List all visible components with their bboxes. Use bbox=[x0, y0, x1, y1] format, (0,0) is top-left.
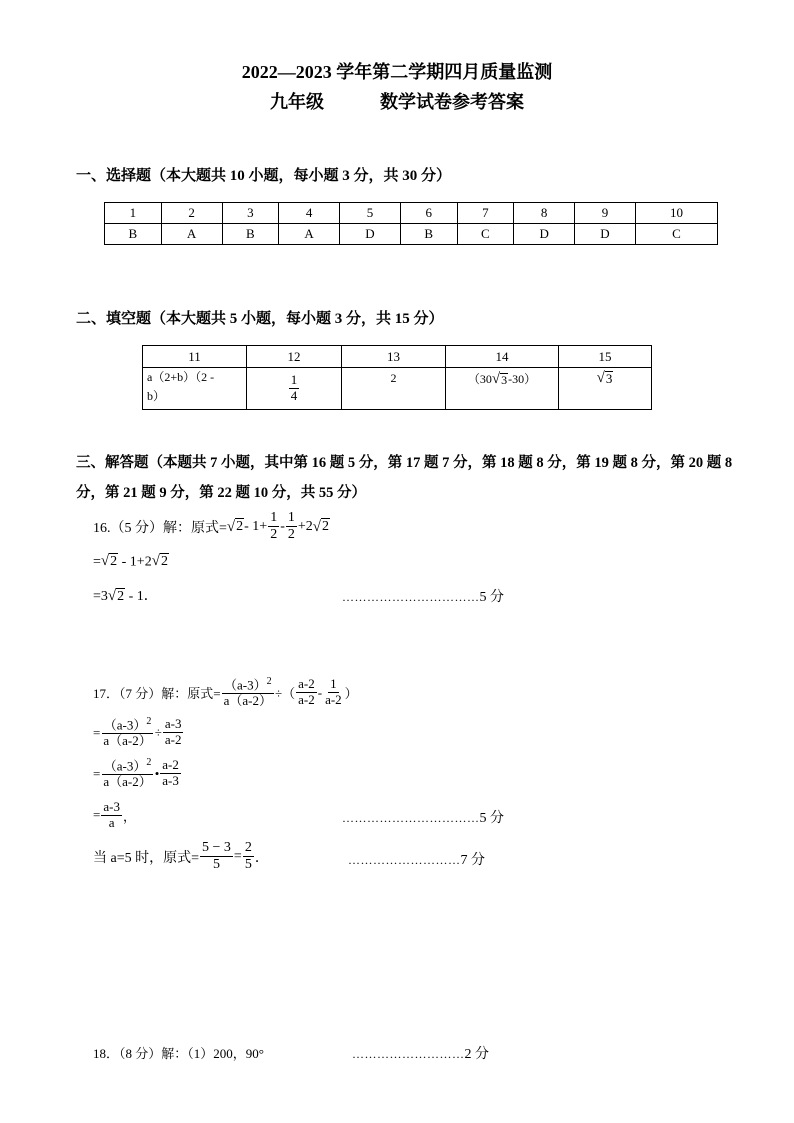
q17-num: 5 − 3 bbox=[200, 840, 233, 857]
q17-div2: ÷ bbox=[154, 724, 162, 740]
mc-answer-cell: B bbox=[105, 224, 162, 245]
q16-radicand: 2 bbox=[110, 554, 118, 569]
q17-num: （a-3） bbox=[103, 717, 147, 733]
q17-fraction bbox=[243, 840, 254, 873]
q17-num: （a-3） bbox=[223, 677, 267, 693]
grade-label: 九年级 bbox=[270, 92, 324, 112]
q17-den: a-2 bbox=[325, 692, 342, 708]
q16-dots: …………………………… bbox=[342, 590, 480, 604]
q16-radicand: 2 bbox=[236, 519, 244, 535]
q17-fraction bbox=[101, 757, 153, 790]
q16-line2 bbox=[93, 553, 169, 570]
q16-frac-num: 1 bbox=[286, 510, 297, 527]
subject-label: 数学试卷参考答案 bbox=[380, 92, 524, 112]
q17-comma: ， bbox=[122, 808, 136, 824]
q16-frac-den: 2 bbox=[270, 527, 278, 543]
fill-number-cell: 11 bbox=[143, 346, 247, 368]
mc-answer-cell: A bbox=[161, 224, 222, 245]
mc-number-cell: 2 bbox=[161, 203, 222, 224]
q16-fraction bbox=[286, 510, 297, 543]
section3-heading-line2: 分，第 21 题 9 分，第 22 题 10 分，共 55 分） bbox=[76, 485, 366, 501]
mc-answer-row bbox=[105, 224, 718, 245]
q17-den: a bbox=[108, 814, 115, 830]
q16-term3: +2 bbox=[297, 518, 313, 534]
q17-div: ÷（ bbox=[274, 686, 296, 702]
q16-radicand: 2 bbox=[322, 519, 330, 535]
fill-answer-cell-13: 2 bbox=[342, 368, 446, 410]
q17-score1: 5 分 bbox=[479, 811, 504, 826]
q18-score: 2 分 bbox=[464, 1047, 489, 1062]
q17-num: 2 bbox=[243, 840, 254, 857]
answer-15-radicand: 3 bbox=[605, 370, 613, 386]
q17-sup: 2 bbox=[146, 757, 152, 768]
q16-term1: - 1+ bbox=[244, 518, 268, 534]
mc-number-cell: 1 bbox=[105, 203, 162, 224]
q17-fraction bbox=[200, 840, 233, 873]
fill-answer-cell-11 bbox=[143, 368, 247, 410]
answer-11-line2: b） bbox=[147, 389, 166, 403]
q17-num: a-2 bbox=[162, 757, 179, 773]
mc-answer-cell: C bbox=[635, 224, 717, 245]
sqrt-icon: √ 2 bbox=[226, 518, 244, 535]
q16-line3-eq: =3 bbox=[93, 589, 108, 604]
fill-number-cell: 14 bbox=[446, 346, 559, 368]
q17-eq: = bbox=[93, 765, 101, 781]
q17-num: （a-3） bbox=[103, 758, 147, 774]
q16-score-line bbox=[342, 586, 504, 606]
mc-answer-cell: C bbox=[457, 224, 514, 245]
q16-frac-den: 2 bbox=[287, 527, 295, 543]
fill-number-cell: 13 bbox=[342, 346, 446, 368]
q16-term2: - bbox=[280, 518, 285, 534]
mc-answer-table bbox=[104, 202, 718, 245]
q17-line3 bbox=[93, 757, 182, 790]
q17-num: a-2 bbox=[298, 676, 315, 692]
mc-number-cell: 4 bbox=[279, 203, 340, 224]
fill-answer-cell-15 bbox=[559, 368, 652, 410]
mc-answer-cell: B bbox=[222, 224, 279, 245]
q17-period: ． bbox=[254, 850, 269, 866]
q17-fraction bbox=[160, 758, 181, 789]
sqrt-icon: √ 2 bbox=[312, 518, 330, 535]
q17-minus: - bbox=[317, 684, 323, 700]
q17-num: a-3 bbox=[164, 716, 182, 732]
q17-den: a-3 bbox=[162, 773, 179, 789]
mc-number-row bbox=[105, 203, 718, 224]
q17-den: a-2 bbox=[164, 732, 182, 748]
q17-when: 当 a=5 时，原式= bbox=[93, 850, 200, 866]
q17-score2: 7 分 bbox=[460, 853, 485, 868]
q17-eq: = bbox=[93, 724, 101, 740]
answer-12-denominator: 4 bbox=[290, 388, 298, 403]
mc-number-cell: 5 bbox=[340, 203, 401, 224]
q17-fraction bbox=[296, 677, 317, 708]
answer-14-suffix: -30） bbox=[508, 372, 537, 386]
q17-label: 17．（7 分）解：原式= bbox=[93, 686, 221, 702]
q17-score2-line bbox=[348, 849, 485, 869]
q17-line1 bbox=[93, 676, 358, 709]
q16-frac-num: 1 bbox=[268, 510, 279, 527]
q16-eq: = bbox=[93, 554, 101, 570]
answer-14-prefix: （30 bbox=[467, 372, 492, 386]
q18-dots: ……………………… bbox=[352, 1047, 465, 1061]
q17-den: a-2 bbox=[298, 692, 315, 708]
q17-num: a-3 bbox=[103, 799, 120, 814]
mc-number-cell: 6 bbox=[400, 203, 457, 224]
sqrt-icon: √ 3 bbox=[491, 371, 508, 387]
answer-14-radicand: 3 bbox=[501, 372, 508, 387]
section1-heading: 一、选择题（本大题共 10 小题，每小题 3 分，共 30 分） bbox=[76, 168, 452, 184]
q16-label: 16.（5 分）解：原式= bbox=[93, 520, 227, 536]
sqrt-icon: √ 2 bbox=[151, 553, 168, 570]
q16-line2-mid: - 1+2 bbox=[118, 554, 152, 570]
q17-line5 bbox=[93, 840, 269, 873]
q17-dots1: …………………………… bbox=[342, 811, 480, 825]
mc-number-cell: 7 bbox=[457, 203, 514, 224]
q18-score-line bbox=[352, 1043, 489, 1063]
q17-eq2: = bbox=[233, 848, 242, 864]
q17-fraction bbox=[222, 676, 274, 709]
q17-dot: • bbox=[154, 765, 160, 781]
mc-number-cell: 8 bbox=[514, 203, 575, 224]
q17-den: 5 bbox=[212, 857, 220, 873]
page-title: 2022—2023 学年第二学期四月质量监测 bbox=[241, 62, 553, 82]
mc-answer-cell: D bbox=[514, 224, 575, 245]
q16-radicand: 2 bbox=[117, 588, 125, 604]
q17-line4 bbox=[93, 800, 136, 831]
mc-answer-cell: D bbox=[340, 224, 401, 245]
q17-fraction bbox=[323, 677, 344, 708]
fill-number-row bbox=[143, 346, 652, 368]
q17-close: ） bbox=[344, 686, 358, 702]
q17-line2 bbox=[93, 716, 184, 749]
mc-answer-cell: B bbox=[400, 224, 457, 245]
q17-fraction bbox=[101, 800, 122, 831]
section2-heading: 二、填空题（本大题共 5 小题，每小题 3 分，共 15 分） bbox=[76, 311, 444, 327]
section3-heading-line1: 三、解答题（本题共 7 小题，其中第 16 题 5 分，第 17 题 7 分，第 18 题 8 分，第 19 题 8 分，第 20 题 8 bbox=[76, 455, 733, 471]
fill-number-cell: 12 bbox=[247, 346, 342, 368]
fill-answer-cell-14 bbox=[446, 368, 559, 410]
q16-line3-end: - 1． bbox=[125, 589, 158, 604]
q17-score1-line bbox=[342, 807, 504, 827]
q17-fraction bbox=[101, 716, 153, 749]
sqrt-icon: √ 3 bbox=[596, 370, 613, 386]
mc-number-cell: 3 bbox=[222, 203, 279, 224]
mc-number-cell: 9 bbox=[575, 203, 636, 224]
fill-answer-table bbox=[142, 345, 652, 410]
q18-line1: 18．（8 分）解：（1）200，90° bbox=[93, 1046, 264, 1061]
mc-number-cell: 10 bbox=[635, 203, 717, 224]
fill-number-cell: 15 bbox=[559, 346, 652, 368]
q16-fraction bbox=[268, 510, 279, 543]
q17-dots2: ……………………… bbox=[348, 853, 461, 867]
q17-sup: 2 bbox=[146, 716, 152, 727]
fill-answer-row bbox=[143, 368, 652, 410]
page-subtitle bbox=[0, 88, 794, 114]
sqrt-icon: √ 2 bbox=[107, 588, 125, 604]
q17-eq: = bbox=[93, 807, 101, 823]
mc-answer-cell: D bbox=[575, 224, 636, 245]
q16-radicand: 2 bbox=[160, 554, 168, 569]
sqrt-icon: √ 2 bbox=[100, 553, 118, 570]
q16-line1 bbox=[93, 510, 330, 543]
mc-answer-cell: A bbox=[279, 224, 340, 245]
q17-fraction bbox=[163, 717, 184, 748]
q17-den: a（a-2） bbox=[223, 693, 272, 709]
q17-den: a（a-2） bbox=[103, 774, 152, 790]
q17-den: a（a-2） bbox=[103, 733, 152, 749]
answer-12-numerator: 1 bbox=[290, 372, 298, 388]
answer-12-fraction bbox=[289, 373, 300, 404]
q16-line3 bbox=[93, 585, 158, 605]
q17-num: 1 bbox=[330, 676, 337, 692]
q17-den: 5 bbox=[244, 857, 252, 873]
answer-11-line1: a（2+b）（2 - bbox=[147, 370, 215, 384]
q17-sup: 2 bbox=[266, 676, 272, 687]
fill-answer-cell-12 bbox=[247, 368, 342, 410]
q16-score: 5 分 bbox=[479, 590, 504, 605]
